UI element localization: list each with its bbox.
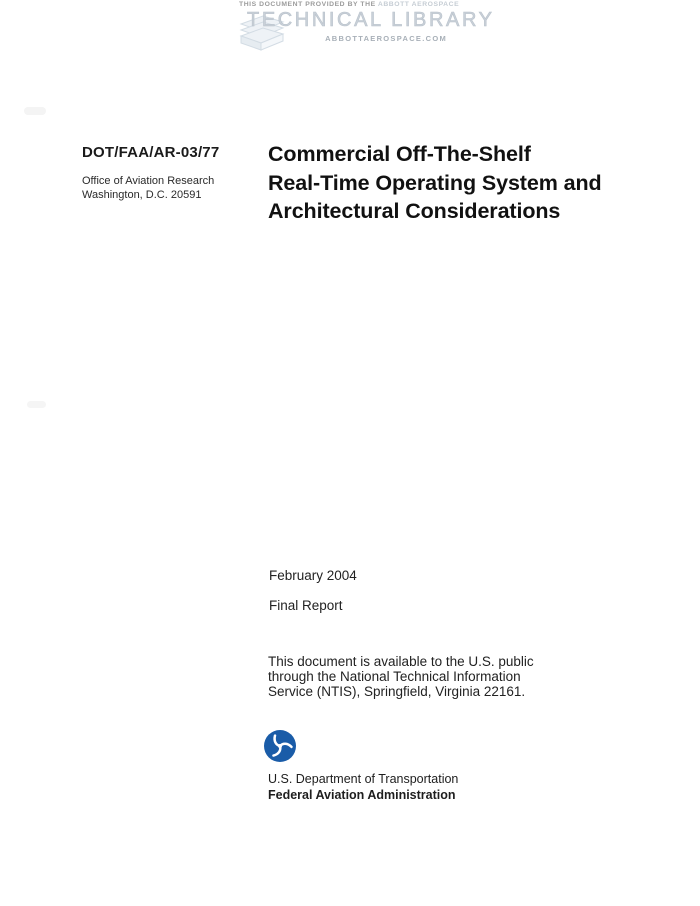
office-line: Office of Aviation Research xyxy=(82,175,215,187)
us-dot-triskelion-logo xyxy=(264,730,296,762)
abbott-aerospace-watermark xyxy=(236,1,495,43)
watermark-website: ABBOTTAEROSPACE.COM xyxy=(325,34,447,43)
title-line: Commercial Off-The-Shelf xyxy=(268,142,531,166)
report-number: DOT/FAA/AR-03/77 xyxy=(82,144,220,161)
issuing-office xyxy=(82,175,214,202)
report-date: February 2004 xyxy=(269,568,357,583)
agency-name: Federal Aviation Administration xyxy=(268,787,456,802)
watermark-brand: ABBOTT AEROSPACE xyxy=(377,1,460,8)
availability-notice xyxy=(268,655,534,699)
report-title xyxy=(268,140,602,226)
department-name: U.S. Department of Transportation xyxy=(268,772,459,786)
office-line: Washington, D.C. 20591 xyxy=(82,188,202,201)
scan-artifact xyxy=(24,107,46,115)
scan-artifact xyxy=(27,401,46,408)
watermark-provided-line xyxy=(236,1,460,8)
title-line: Architectural Considerations xyxy=(268,199,561,223)
department-block xyxy=(268,772,458,803)
title-line: Real-Time Operating System and xyxy=(268,170,602,195)
availability-line: This document is available to the U.S. public xyxy=(268,654,534,669)
report-type: Final Report xyxy=(269,598,343,613)
watermark-library-title: TECHNICAL LIBRARY xyxy=(247,9,495,31)
availability-line: through the National Technical Information xyxy=(268,668,521,684)
watermark-provided-prefix: THIS DOCUMENT PROVIDED BY THE xyxy=(239,1,376,8)
availability-line: Service (NTIS), Springfield, Virginia 22161. xyxy=(268,683,526,699)
